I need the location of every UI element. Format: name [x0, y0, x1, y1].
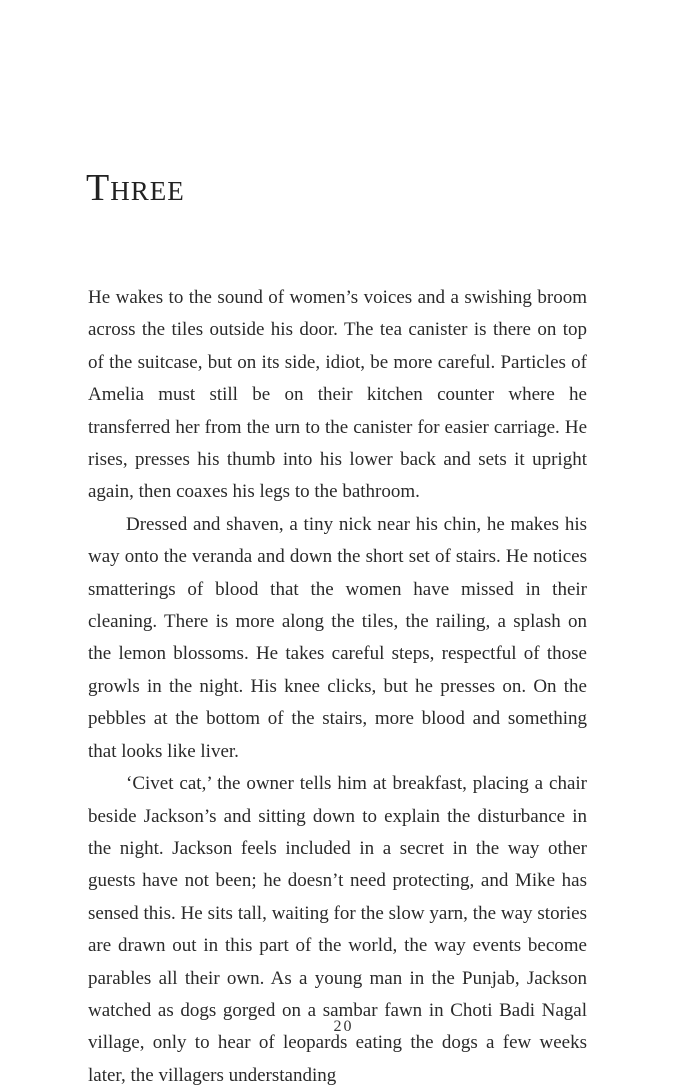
paragraph-2: Dressed and shaven, a tiny nick near his chin, he makes his way onto the veranda and down the short set of stairs. He notices smatterings of blood that the women have missed in their cleaning. There is more along the tiles, the railing, a splash on the lemon blossoms. He takes careful steps, respectful of those growls in the night. His knee clicks, but he presses on. On the pebbles at the bottom of the stairs, more blood and something that looks like liver. [88, 513, 587, 762]
paragraph-3: ‘Civet cat,’ the owner tells him at breakfast, placing a chair beside Jackson’s and sitting down to explain the disturbance in the night. Jackson feels included in a secret in the way other guests have not been; he doesn’t need protecting, and Mike has sensed this. He sits tall, waiting for the slow yarn, the way stories are drawn out in this part of the world, the way events become parables all their own. As a young man in the Punjab, Jackson watched as dogs gorged on a sambar fawn in Choti Badi Nagal village, only to hear of leopards eating the dogs a few weeks later, the villagers understanding [88, 773, 587, 1086]
paragraph-1: He wakes to the sound of women’s voices and a swishing broom across the tiles outside his door. The tea canister is there on top of the suitcase, but on its side, idiot, be more careful. Particles of Amelia must still be on their kitchen counter where he transferred her from the urn to the canister for easier carriage. He rises, presses his thumb into his lower back and sets it upright again, then coaxes his legs to the bathroom. [88, 287, 587, 503]
page-number: 20 [333, 1018, 354, 1035]
chapter-body [88, 282, 587, 1092]
chapter-title: Three [86, 167, 185, 209]
